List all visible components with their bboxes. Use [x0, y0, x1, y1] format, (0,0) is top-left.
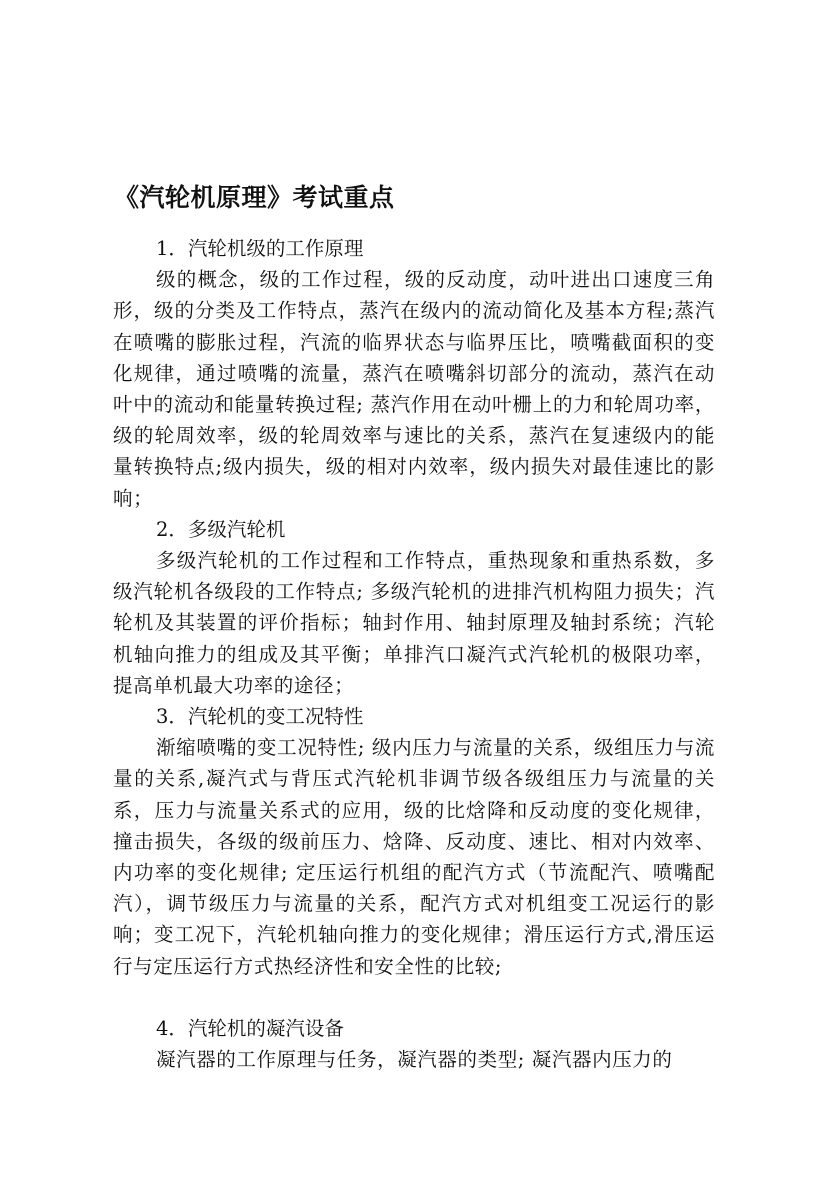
section-3-heading: 3．汽轮机的变工况特性	[156, 705, 364, 729]
section-spacer	[113, 982, 715, 1013]
section-1-heading: 1．汽轮机级的工作原理	[156, 237, 364, 260]
section-2	[113, 514, 715, 701]
document-content	[113, 176, 715, 1075]
document-title: 《汽轮机原理》考试重点	[114, 183, 395, 212]
section-3-body: 渐缩喷嘴的变工况特性; 级内压力与流量的关系，级组压力与流量的关系,凝汽式与背压式汽轮机非调节级各级组压力与流量的关系，压力与流量关系式的应用，级的比焓降和反动度的变化规律，撞击损失，各级的级前压力、焓降、反动度、速比、相对内效率、内功率的变化规律; 定压运行机组的配汽方式（节流配汽、喷嘴配汽），调节级压力与流量的关系，配汽方式对机组变工况运行的影响；变工况下，汽轮机轴向推力的变化规律；滑压运行方式,滑压运行与定压运行方式热经济性和安全性的比较;	[113, 736, 715, 978]
section-4-heading: 4．汽轮机的凝汽设备	[156, 1016, 344, 1040]
section-1-body: 级的概念，级的工作过程，级的反动度，动叶进出口速度三角形，级的分类及工作特点，蒸汽在级内的流动简化及基本方程;蒸汽在喷嘴的膨胀过程，汽流的临界状态与临界压比，喷嘴截面积的变化规律，通过喷嘴的流量，蒸汽在喷嘴斜切部分的流动，蒸汽在动叶中的流动和能量转换过程; 蒸汽作用在动叶栅上的力和轮周功率，级的轮周效率，级的轮周效率与速比的关系，蒸汽在复速级内的能量转换特点;级内损失，级的相对内效率，级内损失对最佳速比的影响；	[113, 268, 715, 510]
section-4	[113, 1013, 715, 1075]
section-3	[113, 701, 715, 982]
section-1	[113, 233, 715, 514]
section-4-body: 凝汽器的工作原理与任务，凝汽器的类型; 凝汽器内压力的	[156, 1048, 673, 1072]
section-2-body: 多级汽轮机的工作过程和工作特点，重热现象和重热系数，多级汽轮机各级段的工作特点; 多级汽轮机的进排汽机构阻力损失；汽轮机及其装置的评价指标；轴封作用、轴封原理及轴封系统；汽轮机轴向推力的组成及其平衡；单排汽口凝汽式汽轮机的极限功率，提高单机最大功率的途径；	[113, 549, 715, 697]
section-2-heading: 2．多级汽轮机	[156, 517, 286, 541]
